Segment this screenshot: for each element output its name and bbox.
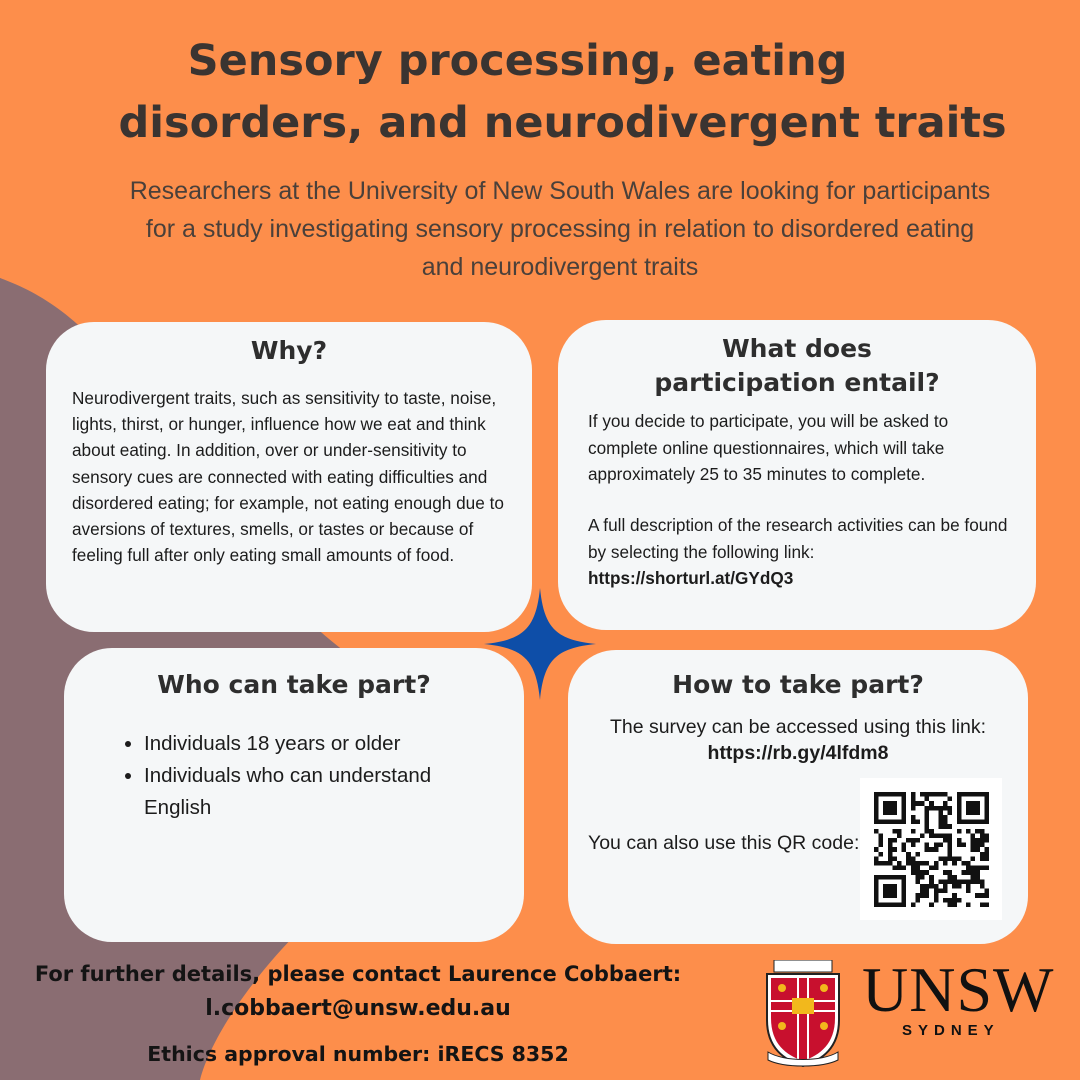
eligibility-heading: Who can take part? <box>157 670 431 699</box>
list-item: • Individuals 18 years or older <box>144 728 484 760</box>
unsw-crest-logo <box>764 960 842 1068</box>
participation-heading-line-2: participation entail? <box>654 368 940 397</box>
contact-email-link[interactable]: l.cobbaert@unsw.edu.au <box>205 996 511 1021</box>
participation-heading-line-1: What does <box>722 334 872 363</box>
unsw-sydney-label: SYDNEY <box>902 1022 1000 1039</box>
qr-code[interactable] <box>860 778 1002 920</box>
eligibility-card <box>64 648 524 942</box>
description-link[interactable]: https://shorturl.at/GYdQ3 <box>588 568 794 588</box>
participation-text: If you decide to participate, you will be asked to complete online questionnaires, which will take approximately 25 to 35 minutes to complete. <box>588 411 949 484</box>
how-heading: How to take part? <box>672 670 924 699</box>
description-text <box>588 512 1008 592</box>
how-card <box>568 650 1028 944</box>
subtitle-line-2: for a study investigating sensory processing in relation to disordered eating <box>145 215 975 243</box>
why-card <box>46 322 532 632</box>
ethics-number: Ethics approval number: iRECS 8352 <box>147 1042 569 1066</box>
participation-heading <box>558 332 1036 400</box>
why-body: Neurodivergent traits, such as sensitivity to taste, noise, lights, thirst, or hunger, influence how we eat and think about eating. In addition, over or under-sensitivity to sensory cues are connected with eating difficulties and disordered eating; for example, not eating enough due to aversions of textures, smells, or tastes or because of feeling full after only eating small amounts of food. <box>72 388 504 566</box>
eligibility-list <box>122 728 484 824</box>
subtitle <box>60 172 1060 286</box>
unsw-wordmark: UNSW <box>862 954 1055 1025</box>
qr-label: You can also use this QR code: <box>588 832 860 854</box>
description-sentence: A full description of the research activities can be found by selecting the following link: <box>588 515 1008 562</box>
subtitle-line-3: and neurodivergent traits <box>421 253 699 281</box>
contact-line: For further details, please contact Laurence Cobbaert: <box>34 962 682 986</box>
subtitle-line-1: Researchers at the University of New South Wales are looking for participants <box>129 177 991 205</box>
list-item: • Individuals who can understand English <box>144 760 484 824</box>
survey-text: The survey can be accessed using this link: <box>609 716 987 738</box>
survey-link[interactable]: https://rb.gy/4lfdm8 <box>707 742 889 764</box>
title-line-2: disorders, and neurodivergent traits <box>118 98 1007 148</box>
why-heading: Why? <box>250 336 328 365</box>
title-line-1: Sensory processing, eating <box>187 36 848 86</box>
page-title <box>0 30 1080 154</box>
participation-card <box>558 320 1036 630</box>
qr-code-icon <box>874 792 989 907</box>
